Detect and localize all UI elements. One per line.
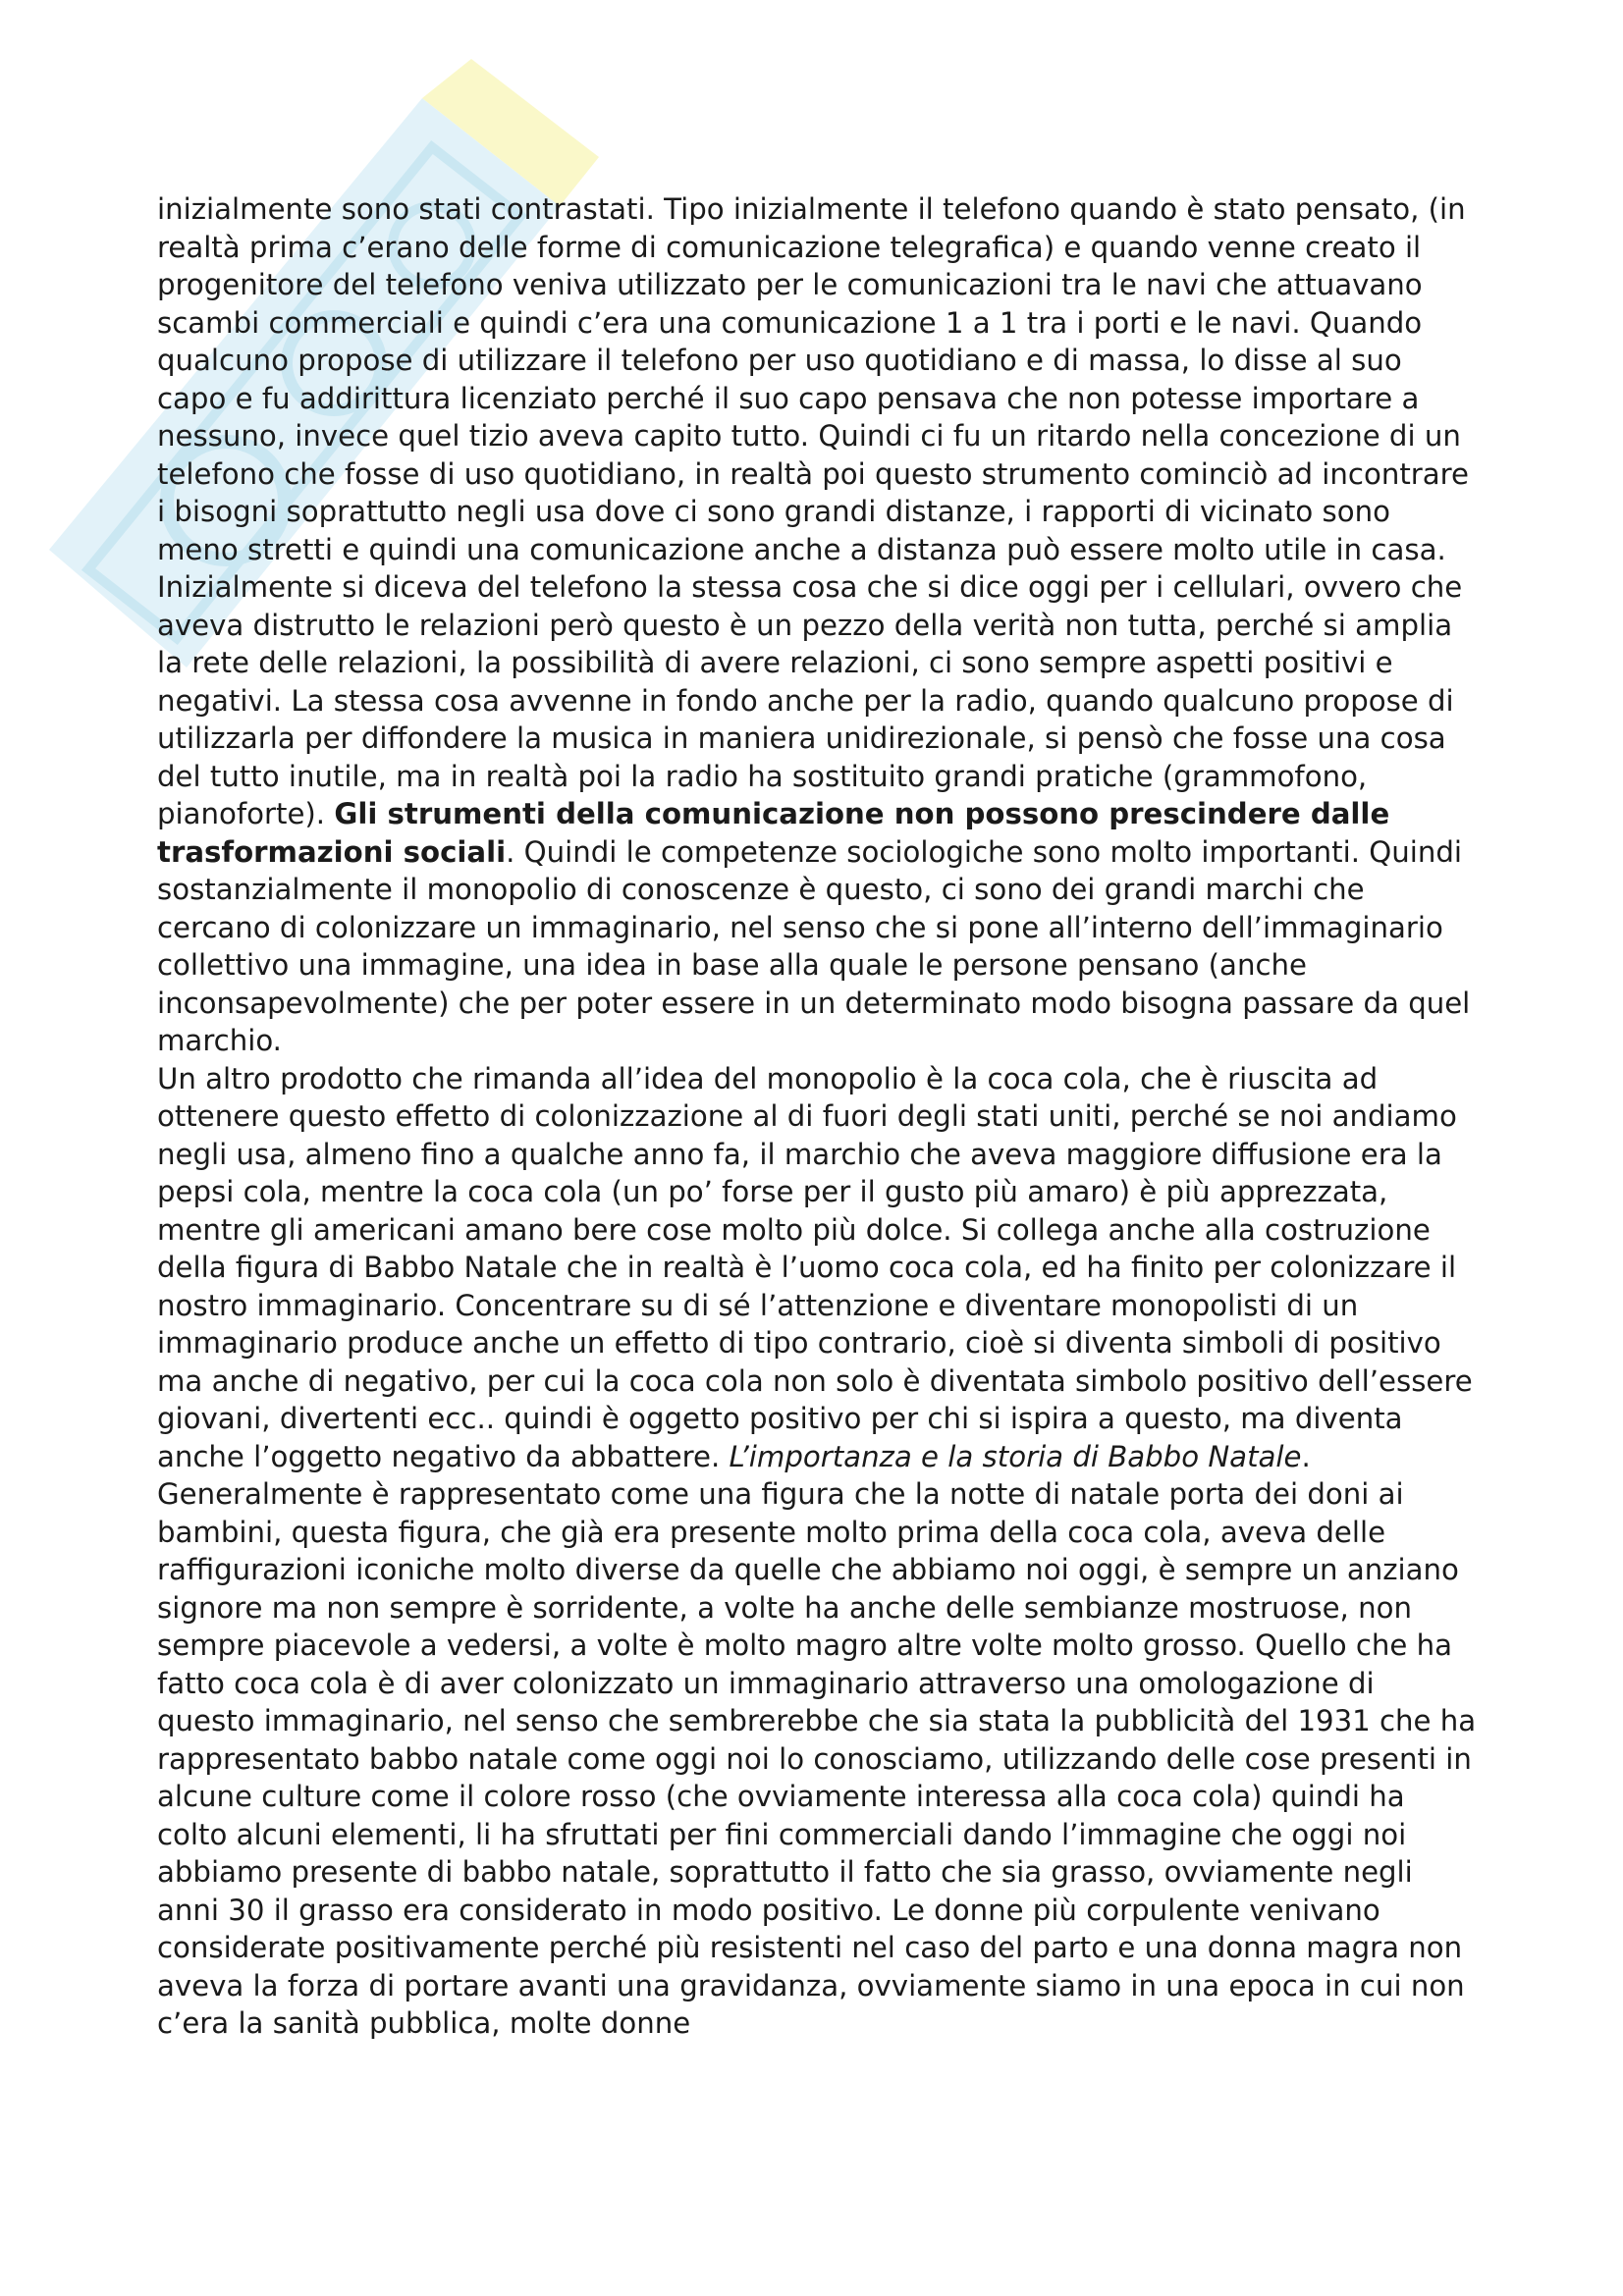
document-text bbox=[157, 190, 1478, 2043]
paragraph-1-bold-statement: Gli strumenti della comunicazione non possono prescindere dalle trasformazioni sociali bbox=[157, 797, 1390, 869]
paragraph-1-text-a: inizialmente sono stati contrastati. Tipo inizialmente il telefono quando è stato pensato, (in realtà prima c’erano delle forme di comunicazione telegrafica) e quando venne creato il progenitore del telefono veniva utilizzato per le comunicazioni tra le navi che attuavano scambi commerciali e quindi c’era una comunicazione 1 a 1 tra i porti e le navi. Quando qualcuno propose di utilizzare il telefono per uso quotidiano e di massa, lo disse al suo capo e fu addirittura licenziato perché il suo capo pensava che non potesse importare a nessuno, invece quel tizio aveva capito tutto. Quindi ci fu un ritardo nella concezione di un telefono che fosse di uso quotidiano, in realtà poi questo strumento cominciò ad incontrare i bisogni soprattutto negli usa dove ci sono grandi distanze, i rapporti di vicinato sono meno stretti e quindi una comunicazione anche a distanza può essere molto utile in casa. Inizialmente si diceva del telefono la stessa cosa che si dice oggi per i cellulari, ovvero che aveva distrutto le relazioni però questo è un pezzo della verità non tutta, perché si amplia la rete delle relazioni, la possibilità di avere relazioni, ci sono sempre aspetti positivi e negativi. La stessa cosa avvenne in fondo anche per la radio, quando qualcuno propose di utilizzarla per diffondere la musica in maniera unidirezionale, si pensò che fosse una cosa del tutto inutile, ma in realtà poi la radio ha sostituito grandi pratiche (grammofono, pianoforte). bbox=[157, 192, 1469, 830]
paragraph-2-italic-heading: L’importanza e la storia di Babbo Natale bbox=[729, 1439, 1302, 1473]
paragraph-1 bbox=[157, 190, 1478, 1060]
paragraph-1-text-b: . Quindi le competenze sociologiche sono molto importanti. Quindi sostanzialmente il monopolio di conoscenze è questo, ci sono dei grandi marchi che cercano di colonizzare un immaginario, nel senso che si pone all’interno dell’immaginario collettivo una immagine, una idea in base alla quale le persone pensano (anche inconsapevolmente) che per poter essere in un determinato modo bisogna passare da quel marchio. bbox=[157, 834, 1471, 1057]
paragraph-2-text-b: . Generalmente è rappresentato come una figura che la notte di natale porta dei doni ai bambini, questa figura, che già era presente molto prima della coca cola, aveva delle raffigurazioni iconiche molto diverse da quelle che abbiamo noi oggi, è sempre un anziano signore ma non sempre è sorridente, a volte ha anche delle sembianze mostruose, non sempre piacevole a vedersi, a volte è molto magro altre volte molto grosso. Quello che ha fatto coca cola è di aver colonizzato un immaginario attraverso una omologazione di questo immaginario, nel senso che sembrerebbe che sia stata la pubblicità del 1931 che ha rappresentato babbo natale come oggi noi lo conosciamo, utilizzando delle cose presenti in alcune culture come il colore rosso (che ovviamente interessa alla coca cola) quindi ha colto alcuni elementi, li ha sfruttati per fini commerciali dando l’immagine che oggi noi abbiamo presente di babbo natale, soprattutto il fatto che sia grasso, ovviamente negli anni 30 il grasso era considerato in modo positivo. Le donne più corpulente venivano considerate positivamente perché più resistenti nel caso del parto e una donna magra non aveva la forza di portare avanti una gravidanza, ovviamente siamo in una epoca in cui non c’era la sanità pubblica, molte donne bbox=[157, 1439, 1477, 2040]
paragraph-2-text-a: Un altro prodotto che rimanda all’idea del monopolio è la coca cola, che è riuscita ad ottenere questo effetto di colonizzazione al di fuori degli stati uniti, perché se noi andiamo negli usa, almeno fino a qualche anno fa, il marchio che aveva maggiore diffusione era la pepsi cola, mentre la coca cola (un po’ forse per il gusto più amaro) è più apprezzata, mentre gli americani amano bere cose molto più dolce. Si collega anche alla costruzione della figura di Babbo Natale che in realtà è l’uomo coca cola, ed ha finito per colonizzare il nostro immaginario. Concentrare su di sé l’attenzione e diventare monopolisti di un immaginario produce anche un effetto di tipo contrario, cioè si diventa simboli di positivo ma anche di negativo, per cui la coca cola non solo è diventata simbolo positivo dell’essere giovani, divertenti ecc.. quindi è oggetto positivo per chi si ispira a questo, ma diventa anche l’oggetto negativo da abbattere. bbox=[157, 1061, 1473, 1473]
paragraph-2 bbox=[157, 1060, 1478, 2043]
